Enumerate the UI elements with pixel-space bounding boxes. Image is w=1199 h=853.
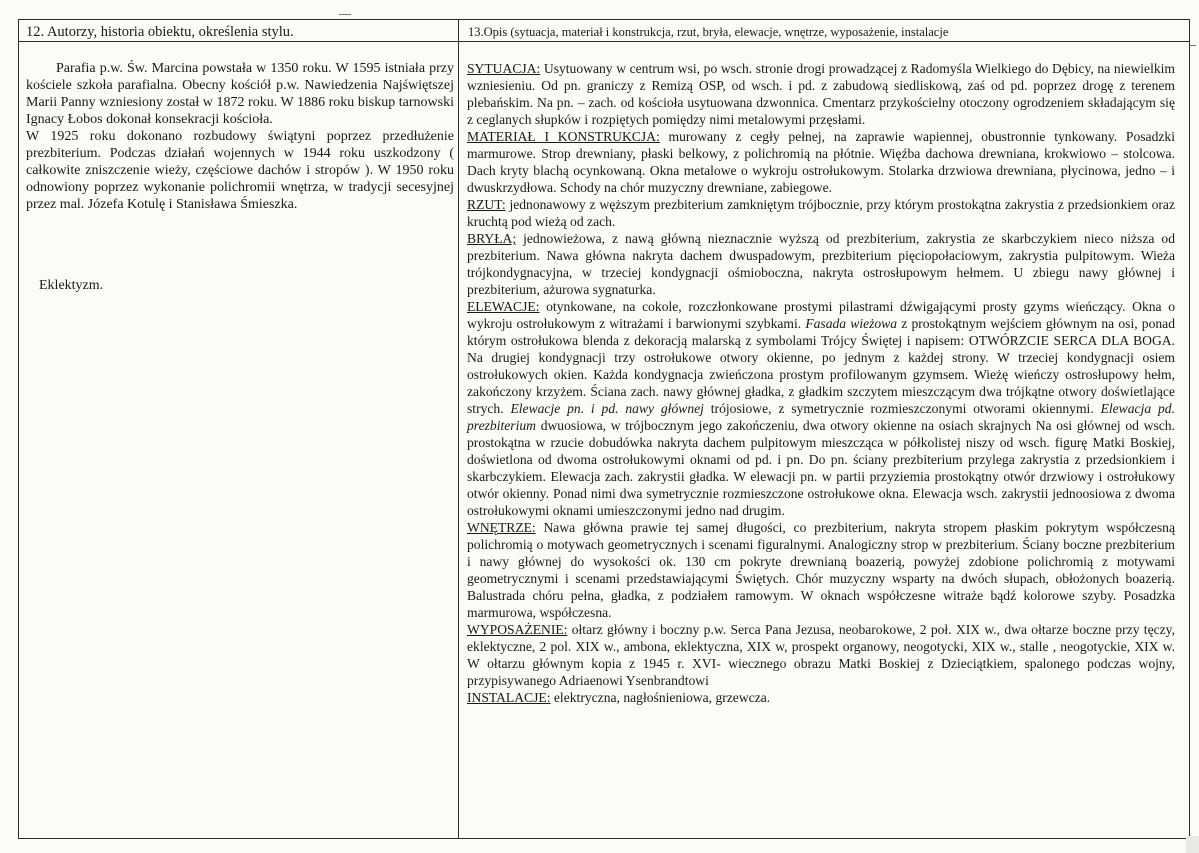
material-text: murowany z cegły pełnej, na zaprawie wapiennej, obustronnie tynkowany. Posadzki marmurowe. Strop drewniany, płaski belkowy, z polichromią na płótnie. Więźba dachowa drewniana, krokwiowo – stolcowa. Dach kryty blachą ocynkowaną. Okna metalowe o wykroju ostrołukowym. Stolarka drzwiowa drewniana, płycinowa, jedno – i dwuskrzydłowa. Schody na chór muzyczny drewniane, zabiegowe. — [467, 129, 1175, 195]
elewacje-italic-nawa: Elewacje pn. i pd. nawy głównej — [510, 401, 704, 416]
history-paragraph-2: W 1925 roku dokonano rozbudowy świątyni poprzez przedłużenie prezbiterium. Podczas działań wojennych w 1944 roku uszkodzony ( całkowite zniszczenie wieży, częściowe dachów i stropów ). W 1950 roku odnowiony poprzez wykonanie polichromii wnętrza, w tradycji secesyjnej przez mal. Józefa Kotulę i Stanisława Śmieszka. — [26, 129, 454, 212]
wnetrze-label: WNĘTRZE: — [467, 520, 536, 535]
wnetrze-text: Nawa główna prawie tej samej długości, co prezbiterium, nakryta stropem płaskim pokrytym współczesną polichromią o motywach geometrycznych i scenami figuralnymi. Analogiczny strop w prezbiterium. Ściany boczne prezbiterium i nawy głównej do wysokości ok. 130 cm pokryte drewnianą boazerią, powyżej zdobione polichromią z motywami geometrycznymi i scenami przedstawiającymi Świętych. Chór muzyczny wsparty na dwóch słupach, obłożonych boazerią. Balustrada chóru pełna, gładka, z podziałem ramowym. W oknach współczesne witraże bądź kolorowe szyby. Posadzka marmurowa, współczesna. — [467, 520, 1175, 620]
bryla-label: BRYŁA; — [467, 231, 517, 246]
elewacje-text-a: otynkowane, na cokole, rozczłonkowane prostymi pilastrami dźwigającymi prosty gzyms wieńczący. Okna o wykroju ostrołukowym z witrażami i barwionymi szybkami. — [467, 299, 1175, 331]
sytuacja-label: SYTUACJA: — [467, 61, 541, 76]
history-column — [26, 60, 454, 213]
scan-corner — [1186, 836, 1199, 853]
elewacje-italic-prezbiterium: Elewacja pd. prezbiterium — [467, 401, 1175, 433]
elewacje-text-b: z prostokątnym wejściem głównym na osi, ponad którym ostrołukowa blenda z dekoracją malarską z symbolami Trójcy Świętej i napisem: OTWÓRZCIE SERCA DLA BOGA. Na drugiej kondygnacji trzy ostrołukowe otwory okienne, po jednym z każdej strony. W trzeciej kondygnacji osiem ostrołukowych okien. Każda kondygnacja zwieńczona prostym profilowanym gzymsem. Wieżę wieńczy ostrosłupowy hełm, zakończony krzyżem. Ściana zach. nawy głównej gładka, z gładkim szczytem mieszczącym dwa trójkątne otwory doświetlające strych. — [467, 316, 1175, 416]
section-wyposazenie — [467, 621, 1175, 689]
instalacje-text: elektryczna, nagłośnieniowa, grzewcza. — [550, 690, 771, 705]
section-material — [467, 128, 1175, 196]
section-wnetrze — [467, 519, 1175, 621]
elewacje-text-c: trójosiowe, z symetrycznie rozmieszczonymi otworami okiennymi. — [703, 401, 1101, 416]
description-column — [467, 60, 1175, 706]
section-12-header: 12. Autorzy, historia obiektu, określenia stylu. — [26, 24, 294, 40]
history-paragraph-1: Parafia p.w. Św. Marcina powstała w 1350 roku. W 1595 istniała przy kościele szkoła parafialna. Obecny kościół p.w. Nawiedzenia Najświętszej Marii Panny wzniesiony został w 1872 roku. W 1886 roku biskup tarnowski Ignacy Łobos dokonał konsekracji kościoła. — [26, 61, 454, 127]
header-divider — [18, 41, 1190, 42]
elewacje-italic-fasada: Fasada wieżowa — [805, 316, 898, 331]
style-designation: Eklektyzm. — [39, 278, 104, 293]
instalacje-label: INSTALACJE: — [467, 690, 551, 705]
section-elewacje — [467, 298, 1175, 519]
rzut-text: jednonawowy z węższym prezbiterium zamkniętym trójbocznie, przy którym prostokątna zakrystia z przedsionkiem oraz kruchtą pod wieżą od zach. — [467, 197, 1175, 229]
wyposazenie-label: WYPOSAŻENIE: — [467, 622, 568, 637]
elewacje-text-d: dwuosiowa, w trójbocznym jego zakończeniu, dwa otwory okienne na osiach skrajnych Na osi głównej od wsch. prostokątna w rzucie dobudówka nakryta dachem pulpitowym mieszcząca w półkolistej niszy od wsch. figurę Matki Boskiej, doświetlona od dwoma ostrołukowymi oknami od pd. i pn. Do pn. ściany prezbiterium przylega zakrystia z przedsionkiem i skarbczykiem. Elewacja zach. zakrystii gładka. W elewacji pn. w partii przyziemia prostokątny otwór drzwiowy i ostrołukowy otwór okienny. Ponad nimi dwa symetrycznie rozmieszczone ostrołukowe okna. Elewacja wsch. zakrystii jednoosiowa z dwoma ostrołukowymi oknami umieszczonymi jedno nad drugim. — [467, 418, 1175, 518]
bryla-text: jednowieżowa, z nawą główną nieznacznie wyższą od prezbiterium, zakrystia ze skarbczykiem nieco niższa od prezbiterium. Nawa główna nakryta dachem dwuspadowym, prezbiterium pięciopołaciowym, zakrystia pulpitowym. Wieża trójkondygnacyjna, w trzeciej kondygnacji ośmioboczna, nakryta ostrosłupowym hełmem. U zbiegu nawy głównej i prezbiterium, ażurowa sygnaturka. — [467, 231, 1175, 297]
section-rzut — [467, 196, 1175, 230]
elewacje-label: ELEWACJE: — [467, 299, 540, 314]
material-label: MATERIAŁ I KONSTRUKCJA: — [467, 129, 660, 144]
scan-mark-right — [1190, 45, 1196, 46]
sytuacja-text: Usytuowany w centrum wsi, po wsch. stronie drogi prowadzącej z Radomyśla Wielkiego do Dębicy, na niewielkim wzniesieniu. Od pn. graniczy z Remizą OSP, od wsch. i pd. z zabudową siedliskową, zaś od pd. poprzez drogę z terenem plebańskim. Na pn. – zach. od kościoła usytuowana dzwonnica. Cmentarz przykościelny otoczony ogrodzeniem składającym się z ceglanych słupków i rozpiętych pomiędzy nimi metalowymi przęsłami. — [467, 61, 1175, 127]
column-divider — [458, 19, 459, 839]
rzut-label: RZUT: — [467, 197, 506, 212]
section-sytuacja — [467, 60, 1175, 128]
section-bryla — [467, 230, 1175, 298]
section-instalacje — [467, 689, 1175, 706]
scan-mark — [339, 14, 351, 15]
wyposazenie-text: ołtarz główny i boczny p.w. Serca Pana Jezusa, neobarokowe, 2 poł. XIX w., dwa ołtarze boczne przy tęczy, eklektyczne, 2 pol. XIX w., ambona, eklektyczna, XIX w, prospekt organowy, neogotycki, XIX w., stalle , neogotyckie, XIX w. W ołtarzu głównym kopia z 1945 r. XVI- wiecznego obrazu Matki Boskiej z Dzieciątkiem, spalonego podczas wojny, przypisywanego Adriaenowi Ysenbrandtowi — [467, 622, 1175, 688]
section-13-header: 13.Opis (sytuacja, materiał i konstrukcja, rzut, bryła, elewacje, wnętrze, wyposażenie, instalacje — [468, 25, 949, 39]
